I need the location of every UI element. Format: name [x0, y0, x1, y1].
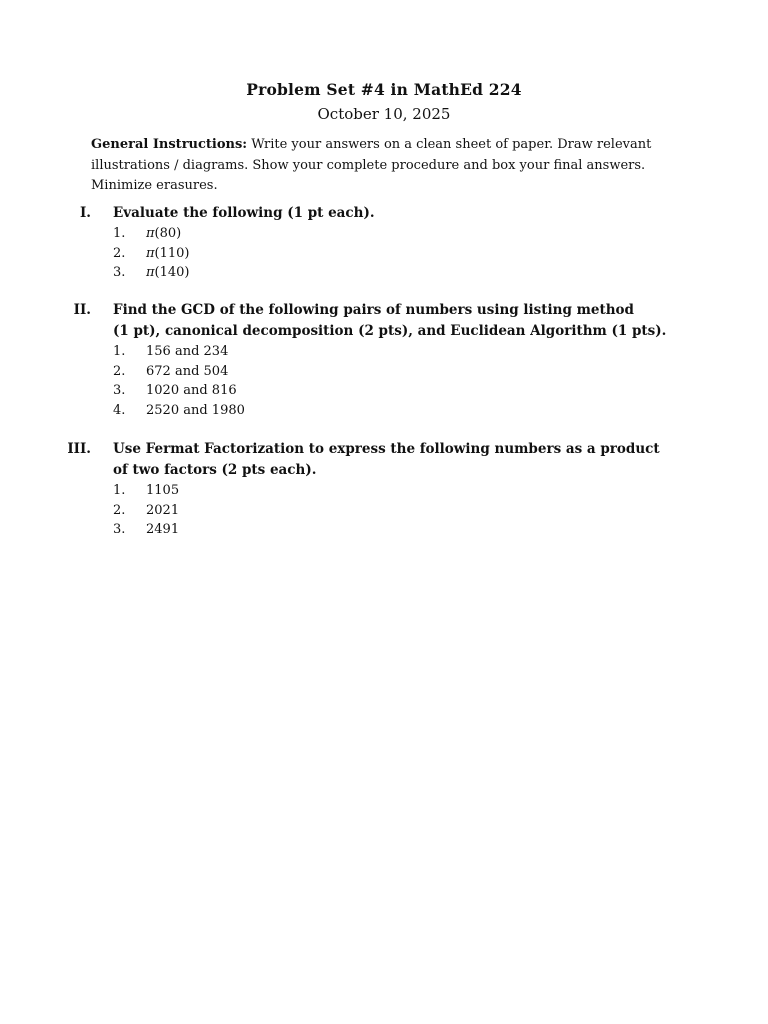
list-item — [113, 381, 245, 401]
section-heading-line: Evaluate the following (1 pt each). — [113, 205, 375, 221]
item-text: 1105 — [146, 483, 180, 498]
pi-symbol: π — [146, 245, 155, 261]
list-item — [113, 342, 245, 362]
section-numeral: II. — [73, 302, 91, 318]
item-text: 672 and 504 — [146, 363, 229, 379]
item-number: 2. — [113, 502, 126, 518]
pi-symbol: π — [146, 265, 155, 280]
item-list — [113, 481, 179, 540]
general-instructions — [91, 135, 671, 197]
list-item — [113, 224, 190, 244]
item-number: 1. — [113, 226, 126, 241]
item-number: 1. — [113, 344, 126, 359]
section-heading — [113, 439, 713, 481]
list-item — [113, 244, 190, 264]
list-item — [113, 520, 179, 540]
item-text: 2520 and 1980 — [146, 402, 245, 418]
item-text: 2021 — [146, 502, 180, 518]
instructions-line-3: Minimize erasures. — [91, 178, 218, 193]
page-title: Problem Set #4 in MathEd 224 — [246, 80, 522, 99]
section-heading — [113, 203, 713, 224]
section-numeral: III. — [67, 441, 91, 457]
section-heading-line: (1 pt), canonical decomposition (2 pts), and Euclidean Algorithm (1 pts). — [113, 323, 667, 339]
item-text: 156 and 234 — [146, 344, 229, 359]
item-text: (110) — [154, 245, 190, 261]
item-text: (140) — [154, 265, 190, 280]
instructions-lead: General Instructions: — [91, 137, 248, 152]
item-number: 1. — [113, 483, 126, 498]
section-numeral: I. — [79, 205, 91, 221]
instructions-line-2: illustrations / diagrams. Show your complete procedure and box your final answers. — [91, 157, 646, 173]
item-text: (80) — [154, 226, 182, 241]
instructions-line-1 — [91, 135, 671, 156]
section-heading-line: Find the GCD of the following pairs of numbers using listing method — [113, 302, 634, 318]
item-number: 3. — [113, 383, 126, 398]
document-date: October 10, 2025 — [317, 105, 451, 123]
list-item — [113, 401, 245, 421]
instructions-text-1: Write your answers on a clean sheet of paper. Draw relevant — [247, 137, 652, 152]
list-item — [113, 481, 179, 501]
item-list — [113, 224, 190, 283]
item-number: 2. — [113, 363, 126, 379]
item-text: 1020 and 816 — [146, 383, 237, 398]
item-text: 2491 — [146, 522, 180, 537]
item-number: 3. — [113, 522, 126, 537]
item-number: 3. — [113, 265, 126, 280]
section-heading-line: Use Fermat Factorization to express the following numbers as a product — [113, 441, 660, 457]
section-heading — [113, 300, 713, 342]
section-heading-line: of two factors (2 pts each). — [113, 462, 317, 478]
pi-symbol: π — [146, 226, 155, 241]
item-number: 4. — [113, 402, 126, 418]
item-list — [113, 342, 245, 420]
list-item — [113, 501, 179, 521]
list-item — [113, 362, 245, 382]
item-number: 2. — [113, 245, 126, 261]
list-item — [113, 263, 190, 283]
